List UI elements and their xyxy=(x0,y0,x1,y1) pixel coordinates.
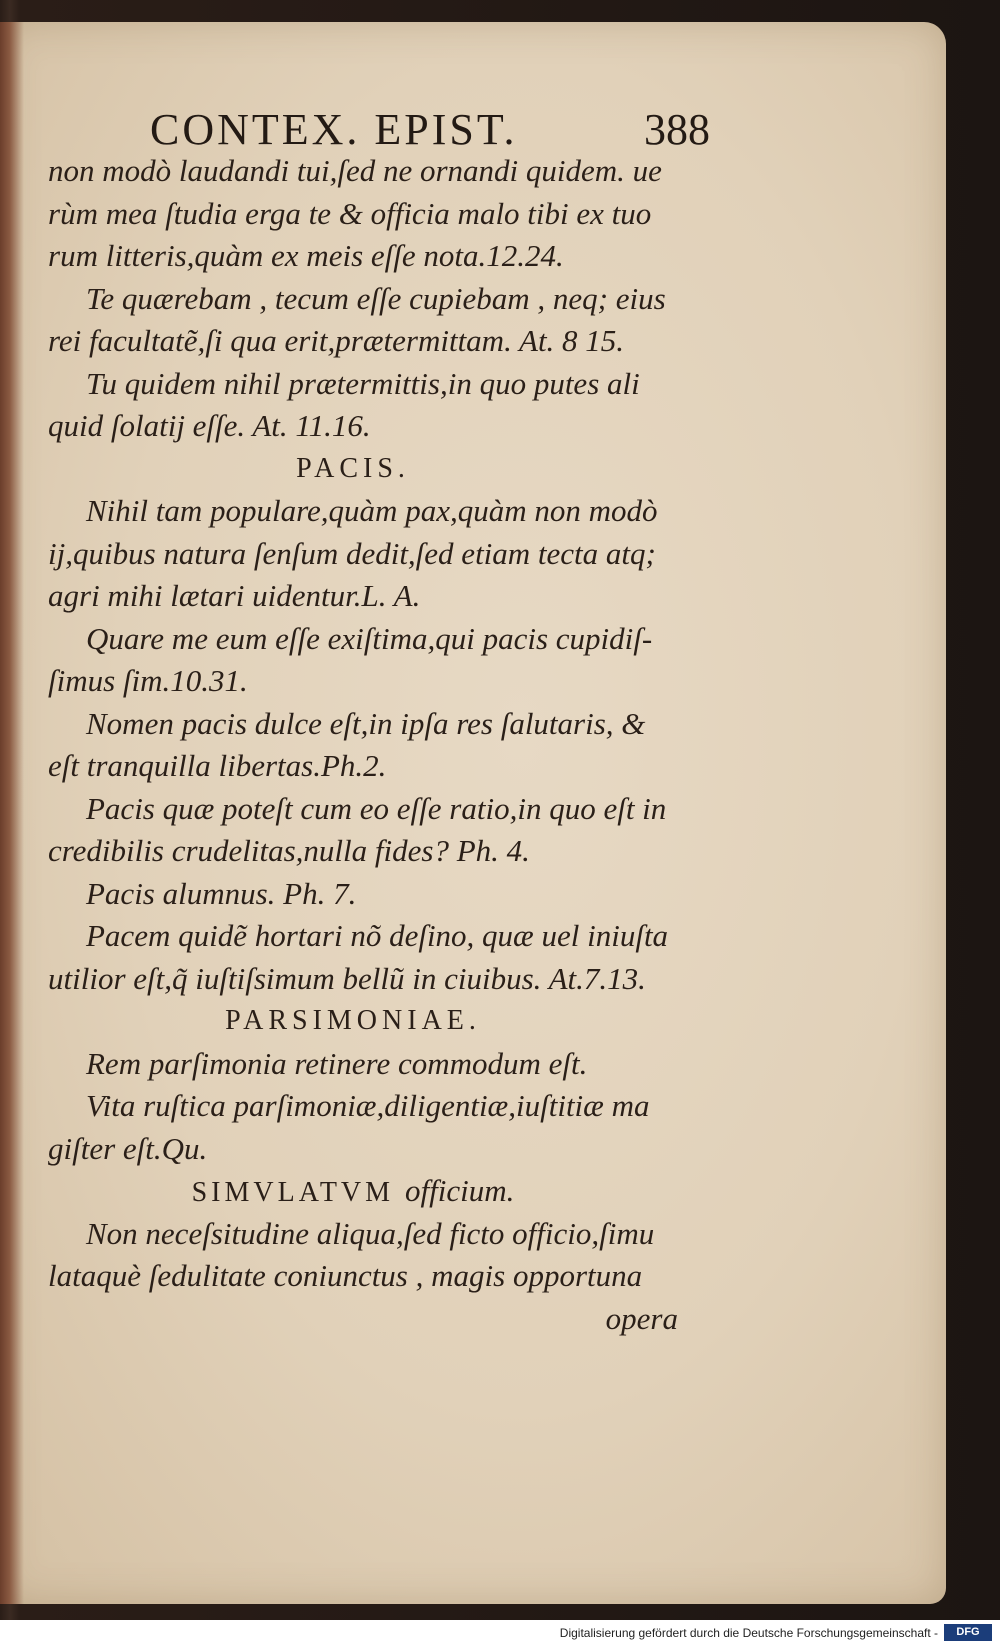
text-line: Te quærebam , tecum eſſe cupiebam , neq; eius xyxy=(86,280,666,316)
text-line: Tu quidem nihil prætermittis,in quo putes ali xyxy=(86,365,640,401)
text-line: quid ſolatij eſſe. At. 11.16. xyxy=(48,408,371,443)
text-line: rùm mea ſtudia erga te & officia malo tibi ex tuo xyxy=(48,195,652,231)
section-heading-simulatum xyxy=(48,1170,728,1213)
catchword: opera xyxy=(605,1300,678,1336)
running-head: CONTEX. EPIST. xyxy=(150,105,518,154)
text-line: non modò laudandi tui,ſed ne ornandi quidem. ue xyxy=(48,153,662,188)
text-line: eſt tranquilla libertas.Ph.2. xyxy=(48,748,387,783)
text-line: Pacem quidẽ hortari nõ deſino, quæ uel iniuſta xyxy=(86,918,669,953)
footer-bar xyxy=(0,1620,1000,1646)
dfg-logo: DFG xyxy=(944,1624,992,1641)
body-text xyxy=(48,150,728,1340)
text-line: agri mihi lætari uidentur.L. A. xyxy=(48,578,421,613)
heading-italic: officium. xyxy=(405,1173,515,1208)
binding-edge xyxy=(0,22,24,1604)
text-line: rum litteris,quàm ex meis eſſe nota.12.24. xyxy=(48,238,564,273)
text-line: Pacis quæ poteſt cum eo eſſe ratio,in quo eſt in xyxy=(86,790,667,826)
text-line: credibilis crudelitas,nulla fides? Ph. 4. xyxy=(48,833,530,868)
section-heading-parsimoniae: PARSIMONIAE. xyxy=(225,1005,481,1036)
text-line: Nihil tam populare,quàm pax,quàm non modò xyxy=(86,493,658,528)
text-line: giſter eſt.Qu. xyxy=(48,1130,208,1166)
text-line: Non neceſsitudine aliqua,ſed ficto officio,ſimu xyxy=(86,1215,655,1251)
text-line: ſimus ſim.10.31. xyxy=(48,663,248,698)
heading-caps: SIMVLATVM xyxy=(191,1177,395,1208)
funding-credit: Digitalisierung gefördert durch die Deutsche Forschungsgemeinschaft - xyxy=(559,1626,938,1640)
text-line: Nomen pacis dulce eſt,in ipſa res ſalutaris, & xyxy=(86,705,646,741)
text-line: lataquè ſedulitate coniunctus , magis opportuna xyxy=(48,1258,643,1293)
text-line: Quare me eum eſſe exiſtima,qui pacis cupidiſ- xyxy=(86,620,653,656)
text-line: Vita ruſtica parſimoniæ,diligentiæ,iuſtitiæ ma xyxy=(86,1088,650,1123)
text-line: rei facultatẽ,ſi qua erit,prætermittam. At. 8 15. xyxy=(48,323,625,358)
page-number: 388 xyxy=(644,105,710,154)
section-heading-pacis: PACIS. xyxy=(296,452,410,484)
text-line: Pacis alumnus. Ph. 7. xyxy=(86,875,357,911)
text-line: utilior eſt,q̃ iuſtiſsimum bellũ in ciuibus. At.7.13. xyxy=(48,960,646,996)
text-line: ij,quibus natura ſenſum dedit,ſed etiam tecta atq; xyxy=(48,535,656,571)
text-line: Rem parſimonia retinere commodum eſt. xyxy=(86,1045,588,1081)
